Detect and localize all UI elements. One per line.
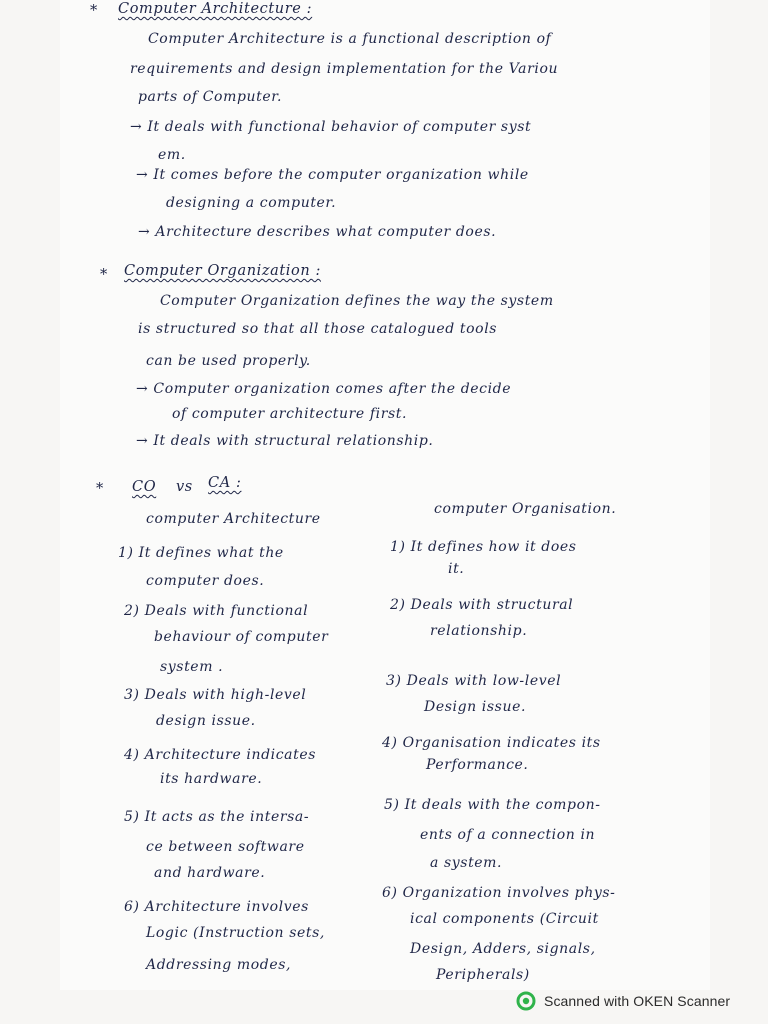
cmp-bullet: * xyxy=(96,481,104,497)
ca-line-7: designing a computer. xyxy=(166,195,337,211)
cmp-right-line-10: ents of a connection in xyxy=(420,827,596,843)
cmp-right-line-12: 6) Organization involves phys- xyxy=(382,885,616,901)
co-line-1: Computer Organization defines the way the system xyxy=(160,293,554,309)
co-line-6: → It deals with structural relationship. xyxy=(136,433,434,449)
cmp-right-title: computer Organisation. xyxy=(434,501,617,517)
ca-line-4: → It deals with functional behavior of computer syst xyxy=(130,119,532,135)
cmp-right-line-6: Design issue. xyxy=(424,699,526,715)
cmp-right-line-11: a system. xyxy=(430,855,503,871)
ca-line-5: em. xyxy=(158,147,186,163)
cmp-left-line-1: 1) It defines what the xyxy=(118,545,284,561)
cmp-left-line-12: and hardware. xyxy=(154,865,266,881)
scanner-watermark-text: Scanned with OKEN Scanner xyxy=(544,993,731,1009)
cmp-left-line-8: 4) Architecture indicates xyxy=(124,747,316,763)
co-bullet: * xyxy=(100,267,108,283)
cmp-left-title: computer Architecture xyxy=(146,511,321,527)
cmp-heading-ca: CA : xyxy=(208,475,242,491)
cmp-right-line-13: ical components (Circuit xyxy=(410,911,599,927)
cmp-left-line-15: Addressing modes, xyxy=(146,957,292,973)
cmp-right-line-3: 2) Deals with structural xyxy=(390,597,574,613)
cmp-right-line-8: Performance. xyxy=(426,757,529,773)
cmp-left-line-4: behaviour of computer xyxy=(154,629,329,645)
cmp-right-line-2: it. xyxy=(448,561,465,577)
cmp-right-line-5: 3) Deals with low-level xyxy=(386,673,562,689)
co-line-3: can be used properly. xyxy=(146,353,311,369)
scanner-watermark xyxy=(516,990,768,1012)
co-line-2: is structured so that all those catalogued tools xyxy=(138,321,498,337)
cmp-left-line-9: its hardware. xyxy=(160,771,263,787)
cmp-right-line-14: Design, Adders, signals, xyxy=(410,941,596,957)
cmp-heading-co: CO xyxy=(132,479,157,495)
cmp-right-line-4: relationship. xyxy=(430,623,528,639)
cmp-left-line-5: system . xyxy=(160,659,224,675)
cmp-right-line-15: Peripherals) xyxy=(436,967,530,983)
cmp-right-line-9: 5) It deals with the compon- xyxy=(384,797,601,813)
cmp-left-line-14: Logic (Instruction sets, xyxy=(146,925,325,941)
ca-line-3: parts of Computer. xyxy=(138,89,283,105)
ca-line-8: → Architecture describes what computer does. xyxy=(138,224,497,240)
cmp-left-line-13: 6) Architecture involves xyxy=(124,899,309,915)
ca-bullet: * xyxy=(90,3,98,19)
ca-line-2: requirements and design implementation for the Variou xyxy=(130,61,559,77)
ca-heading: Computer Architecture : xyxy=(118,1,313,17)
cmp-left-line-7: design issue. xyxy=(156,713,256,729)
scanner-logo-icon xyxy=(516,991,536,1011)
ca-line-6: → It comes before the computer organization while xyxy=(136,167,529,183)
cmp-left-line-11: ce between software xyxy=(146,839,305,855)
cmp-left-line-6: 3) Deals with high-level xyxy=(124,687,307,703)
cmp-heading-vs: vs xyxy=(176,479,193,495)
cmp-left-line-3: 2) Deals with functional xyxy=(124,603,309,619)
co-line-4: → Computer organization comes after the decide xyxy=(136,381,512,397)
ca-line-1: Computer Architecture is a functional description of xyxy=(148,31,552,47)
co-line-5: of computer architecture first. xyxy=(172,406,408,422)
cmp-left-line-2: computer does. xyxy=(146,573,265,589)
co-heading: Computer Organization : xyxy=(124,263,321,279)
cmp-right-line-7: 4) Organisation indicates its xyxy=(382,735,601,751)
cmp-left-line-10: 5) It acts as the intersa- xyxy=(124,809,310,825)
cmp-right-line-1: 1) It defines how it does xyxy=(390,539,577,555)
